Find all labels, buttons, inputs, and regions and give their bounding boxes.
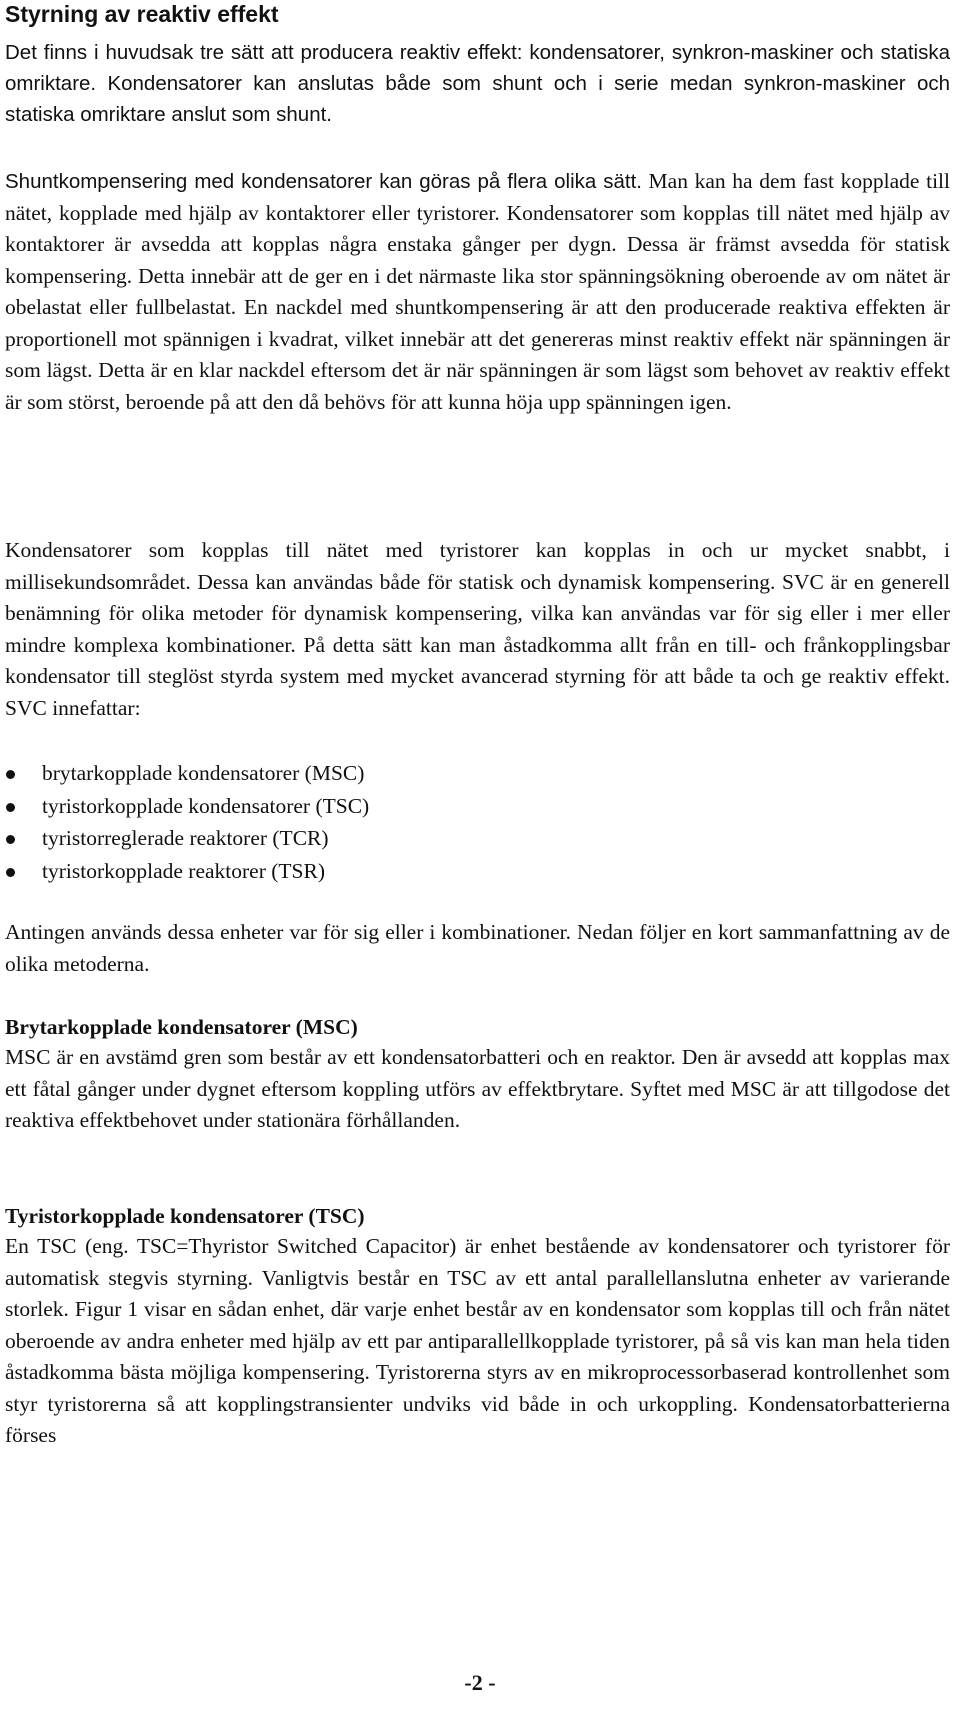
tsc-paragraph: En TSC (eng. TSC=Thyristor Switched Capacitor) är enhet bestående av kondensatorer och tyristorer för automatisk stegvis styrning. Vanligtvis består en TSC av ett antal parallellanslutna enheter av varierande storlek. Figur 1 visar en sådan enhet, där varje enhet består av en kondensator som kopplas till och från nätet oberoende av andra enheter med hjälp av ett par antiparallellkopplade tyristorer, på så vis kan man hela tiden åstadkomma bästa möjliga kompensering. Tyristorerna styrs av en mikroprocessorbaserad kontrollenhet som styr tyristorerna så att kopplingstransienter undviks vid både in och urkoppling. Kondensatorbatterierna förses xyxy=(5,1234,950,1447)
list-item xyxy=(0,855,950,888)
bullet-icon xyxy=(6,868,15,877)
msc-paragraph: MSC är en avstämd gren som består av ett kondensatorbatteri och en reaktor. Den är avsedd att kopplas max ett fåtal gånger under dygnet eftersom koppling utförs av effektbrytare. Syftet med MSC är att tillgodose det reaktiva effektbehovet under stationära förhållanden. xyxy=(5,1045,950,1132)
list-item xyxy=(0,757,950,790)
bullet-icon xyxy=(6,835,15,844)
intro-paragraph: Det finns i huvudsak tre sätt att producera reaktiv effekt: kondensatorer, synkron-maskiner och statiska omriktare. Kondensatorer kan anslutas både som shunt och i serie medan synkron-maskiner och statiska omriktare anslut som shunt. xyxy=(5,41,950,126)
list-item xyxy=(0,790,950,823)
shunt-paragraph-serif-text: Man kan ha dem fast kopplade till nätet, kopplade med hjälp av kontaktorer eller tyristorer. Kondensatorer som kopplas till nätet med hjälp av kontaktorer är avsedda att kopplas några enstaka gånger per dygn. Dessa är främst avsedda för statisk kompensering. Detta innebär att de ger en i det närmaste lika stor spänningsökning oberoende av om nätet är obelastat eller fullbelastat. En nackdel med shuntkompensering är att den producerade reaktiva effekten är proportionell mot spännigen i kvadrat, vilket innebär att det genereras minst reaktiv effekt när spänningen är som lägst. Detta är en klar nackdel eftersom det är när spänningen är som lägst som behovet av reaktiv effekt är som störst, beroende på att den då behövs för att kunna höja upp spänningen igen. xyxy=(5,169,950,414)
tsc-heading: Tyristorkopplade kondensatorer (TSC) xyxy=(5,1204,365,1228)
list-item xyxy=(0,822,950,855)
summary-paragraph: Antingen används dessa enheter var för sig eller i kombinationer. Nedan följer en kort sammanfattning av de olika metoderna. xyxy=(5,920,950,976)
bullet-icon xyxy=(6,803,15,812)
svc-list xyxy=(0,757,950,887)
list-item-text: tyristorreglerade reaktorer (TCR) xyxy=(42,826,329,850)
page-number: -2 - xyxy=(464,1670,496,1695)
list-item-text: tyristorkopplade reaktorer (TSR) xyxy=(42,858,325,883)
shunt-paragraph-sans-text: Shuntkompensering med kondensatorer kan göras på flera olika sätt. xyxy=(5,170,643,193)
msc-heading: Brytarkopplade kondensatorer (MSC) xyxy=(5,1015,358,1039)
list-item-text: brytarkopplade kondensatorer (MSC) xyxy=(42,761,365,785)
page-title: Styrning av reaktiv effekt xyxy=(5,1,279,27)
list-item-text: tyristorkopplade kondensatorer (TSC) xyxy=(42,793,370,818)
thyristor-capacitor-paragraph: Kondensatorer som kopplas till nätet med tyristorer kan kopplas in och ur mycket snabbt, i millisekundsområdet. Dessa kan användas både för statisk och dynamisk kompensering. SVC är en generell benämning för olika metoder för dynamisk kompensering, vilka kan användas var för sig eller i mer eller mindre komplexa kombinationer. På detta sätt kan man åstadkomma allt från en till- och frånkopplingsbar kondensator till steglöst styrda system med mycket avancerad styrning för att både ta och ge reaktiv effekt. SVC innefattar: xyxy=(5,538,950,720)
bullet-icon xyxy=(6,770,15,779)
shunt-compensation-paragraph xyxy=(5,166,950,418)
